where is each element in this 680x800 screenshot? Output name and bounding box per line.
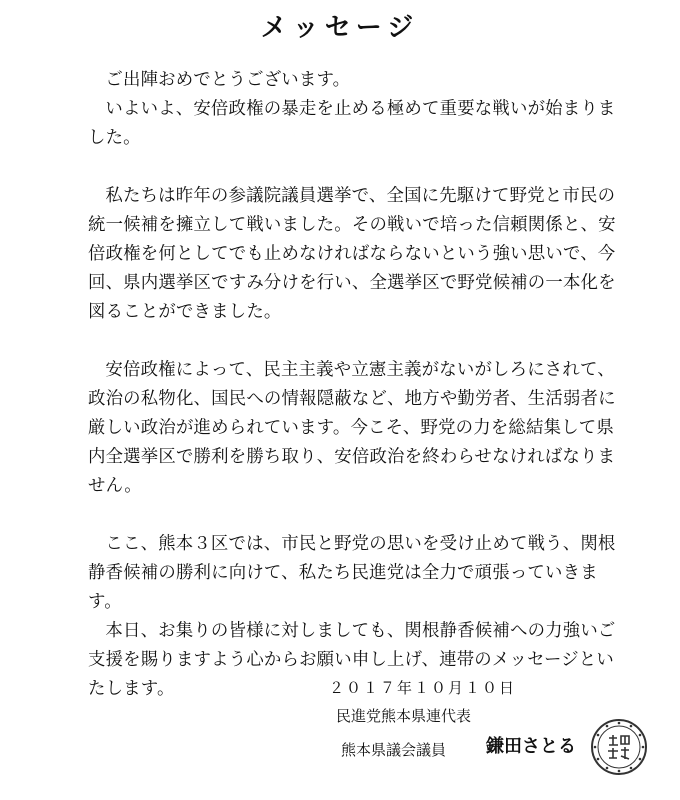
paragraph-intro: いよいよ、安倍政権の暴走を止める極めて重要な戦いが始まりました。: [88, 99, 616, 148]
paragraph-gap: [88, 153, 628, 182]
organization-title: 民進党熊本県連代表: [336, 707, 472, 725]
paragraph-history: 私たちは昨年の参議院議員選挙で、全国に先駆けて野党と市民の統一候補を擁立して戦いました。その戦いで培った信頼関係と、安倍政権を何としてでも止めなければならないという強い思いで、今回、県内選挙区ですみ分けを行い、全選挙区で野党候補の一本化を図ることができました。: [88, 186, 616, 322]
message-body: [88, 66, 628, 704]
signer-role: 熊本県議会議員: [341, 741, 447, 759]
paragraph-closing: 本日、お集りの皆様に対しましても、関根静香候補への力強いご支援を賜りますよう心からお願い申し上げ、連帯のメッセージといたします。: [88, 621, 616, 699]
seal-stamp-icon: [590, 718, 648, 776]
document-title: メッセージ: [260, 13, 420, 43]
paragraph-greeting: ご出陣おめでとうございます。: [105, 70, 351, 90]
paragraph-critique: 安倍政権によって、民主主義や立憲主義がないがしろにされて、政治の私物化、国民への情報隠蔽など、地方や勤労者、生活弱者に厳しい政治が進められています。今こそ、野党の力を総結集して県内全選挙区で勝利を勝ち取り、安倍政治を終わらせなければなりません。: [88, 360, 616, 496]
signer-name: 鎌田さとる: [486, 736, 576, 757]
paragraph-gap: [88, 327, 628, 356]
paragraph-support: ここ、熊本３区では、市民と野党の思いを受け止めて戦う、関根静香候補の勝利に向けて、私たち民進党は全力で頑張っていきます。: [88, 534, 616, 612]
paragraph-gap: [88, 501, 628, 530]
document-date: ２０１７年１０月１０日: [329, 679, 517, 697]
